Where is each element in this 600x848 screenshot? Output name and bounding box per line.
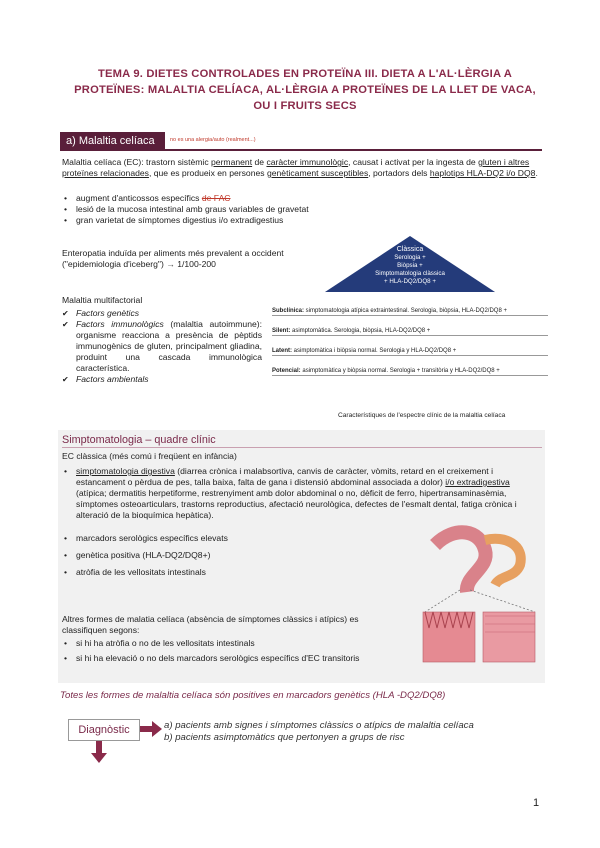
symptom-list bbox=[62, 466, 540, 525]
spectrum-row: Potencial: asimptomàtica y biòpsia normal. Serologia + transitòria y HLA-DQ2/DQ8 + bbox=[272, 367, 548, 376]
list-item: • gran varietat de símptomes digestius i/o extradigestius bbox=[62, 215, 362, 226]
list-item: • genètica positiva (HLA-DQ2/DQ8+) bbox=[62, 550, 362, 561]
list-item: • lesió de la mucosa intestinal amb graus variables de gravetat bbox=[62, 204, 362, 215]
page-title: TEMA 9. DIETES CONTROLADES EN PROTEÏNA III. DIETA A L'AL·LÈRGIA A PROTEÏNES: MALALTIA CELÍACA, AL·LÈRGIA A PROTEÏNES DE LA LLET DE VACA, OU I FRUITS SECS bbox=[74, 68, 536, 112]
definition-label: Malaltia celíaca (EC): bbox=[62, 157, 144, 167]
arrow-down-icon bbox=[91, 741, 107, 763]
spectrum-row: Latent: asimptomàtica i biòpsia normal. Serologia y HLA-DQ2/DQ8 + bbox=[272, 347, 548, 356]
symptomatology-heading: Simptomatologia – quadre clínic bbox=[62, 434, 216, 446]
spectrum-caption: Característiques de l'espectre clínic de la malaltia celíaca bbox=[338, 412, 506, 419]
list-item: • augment d'anticossos específics de FAC bbox=[62, 193, 362, 204]
list-item: • si hi ha elevació o no dels marcadors serològics específics d'EC transitoris bbox=[62, 653, 422, 664]
intestine-illustration bbox=[405, 520, 545, 680]
arrow-right-icon bbox=[140, 721, 162, 737]
zoom-line-left bbox=[425, 590, 460, 612]
other-forms-list bbox=[62, 638, 422, 664]
enteropathy-text: Enteropatia induïda per aliments més prevalent a occident ("epidemiologia d'iceberg") → 1/100-200 bbox=[62, 248, 284, 269]
list-item: • marcadors serològics específics elevats bbox=[62, 533, 362, 544]
list-item: • si hi ha atròfia o no de les vellositats intestinals bbox=[62, 638, 422, 649]
heading-underline bbox=[62, 447, 542, 448]
section-divider bbox=[60, 149, 542, 151]
factors-list bbox=[62, 308, 262, 385]
spectrum-row: Silent: asimptomàtica. Serologia, biòpsia, HLA-DQ2/DQ8 + bbox=[272, 327, 548, 336]
villi-atrophic bbox=[483, 612, 535, 662]
features-list bbox=[62, 193, 362, 226]
triangle-labels: Clàssica Serologia + Biòpsia + Simptomatologia clàssica + HLA-DQ2/DQ8 + bbox=[375, 246, 445, 285]
list-item: ✔ Factors genètics bbox=[62, 308, 262, 319]
multifactorial-heading: Malaltia multifactorial bbox=[62, 295, 143, 305]
page-number: 1 bbox=[533, 797, 540, 809]
diagnosis-options: a) pacients amb signes i símptomes clàssics o atípics de malaltia celíaca b) pacients asimptomàtics que pertonyen a grups de risc bbox=[164, 720, 474, 743]
list-item: ✔ Factors ambientals bbox=[62, 374, 262, 385]
list-item: • atròfia de les vellositats intestinals bbox=[62, 567, 362, 578]
ec-classic-label: EC clàssica (més comú i freqüent en infància) bbox=[62, 451, 237, 461]
other-forms-text: Altres formes de malatia celíaca (absència de símptomes clàssics i atípics) es classifiquen segons: bbox=[62, 614, 359, 635]
definition-paragraph: Malaltia celíaca (EC): trastorn sistèmic permanent de caràcter immunològic, causat i activat per la ingesta de gluten i altres proteïnes relacionades, que es produeix en persones genèticament susceptibles, portadors dels haplotips HLA-DQ2 i/o DQ8. bbox=[62, 157, 538, 178]
diagnosis-box: Diagnòstic bbox=[68, 719, 140, 741]
list-item: • simptomatologia digestiva (diarrea crònica i malabsortiva, canvis de caràcter, vòmits, retard en el creixement i estancament o pèrdua de pes, talla baixa, falta de gana i distensió abdominal associada a dolor) i/o extradigestiva (atípica; dermatitis herpetiforme, restrenyiment amb dolor abdominal o no, dèficit de ferro, hipertransaminasèmia, símptomes osteoarticulars, trastorns reproductius, afectació neurològica, defectes de l'esmalt dental, fatiga crònica i alteració de la bioquímica hepàtica). bbox=[62, 466, 540, 521]
handwritten-note: no es una alergia/auto (realment...) bbox=[170, 137, 256, 143]
final-note: Totes les formes de malaltia celíaca són positives en marcadors genètics (HLA -DQ2/DQ8) bbox=[60, 690, 446, 701]
symptom-list-2 bbox=[62, 533, 362, 578]
zoom-line-right bbox=[470, 590, 535, 612]
list-item: ✔ Factors immunològics (malaltia autoimmune): organisme reacciona a presència de pèptids immunogènics de gluten, principalment gliadina, produint una cascada immunològica característica. bbox=[62, 319, 262, 374]
intestine-tube bbox=[435, 532, 486, 592]
spectrum-row: Subclínica: simptomatologia atípica extraintestinal. Serologia, biòpsia, HLA-DQ2/DQ8 + bbox=[272, 307, 548, 316]
section-heading: a) Malaltia celíaca bbox=[60, 132, 165, 150]
